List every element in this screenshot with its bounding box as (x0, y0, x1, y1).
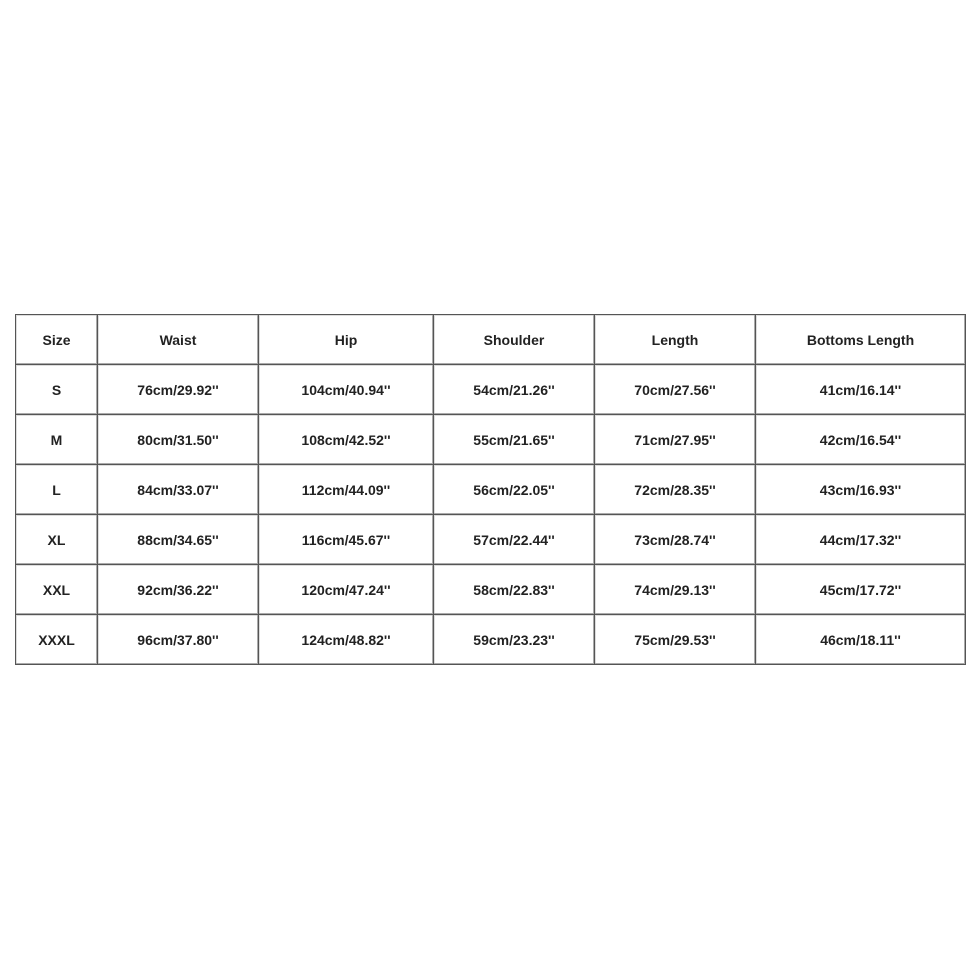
cell-size: S (16, 365, 98, 415)
cell-bottoms-length: 46cm/18.11'' (756, 615, 966, 665)
cell-shoulder: 55cm/21.65'' (434, 415, 595, 465)
cell-waist: 80cm/31.50'' (98, 415, 259, 465)
cell-hip: 116cm/45.67'' (259, 515, 434, 565)
cell-length: 70cm/27.56'' (595, 365, 756, 415)
cell-bottoms-length: 42cm/16.54'' (756, 415, 966, 465)
cell-hip: 104cm/40.94'' (259, 365, 434, 415)
column-header-shoulder: Shoulder (434, 315, 595, 365)
cell-bottoms-length: 43cm/16.93'' (756, 465, 966, 515)
cell-length: 73cm/28.74'' (595, 515, 756, 565)
cell-size: M (16, 415, 98, 465)
table-row (16, 615, 966, 665)
cell-size: XXL (16, 565, 98, 615)
cell-hip: 108cm/42.52'' (259, 415, 434, 465)
cell-length: 74cm/29.13'' (595, 565, 756, 615)
column-header-size: Size (16, 315, 98, 365)
cell-hip: 124cm/48.82'' (259, 615, 434, 665)
cell-shoulder: 54cm/21.26'' (434, 365, 595, 415)
cell-waist: 92cm/36.22'' (98, 565, 259, 615)
cell-hip: 112cm/44.09'' (259, 465, 434, 515)
cell-size: XL (16, 515, 98, 565)
column-header-hip: Hip (259, 315, 434, 365)
table-row (16, 465, 966, 515)
cell-shoulder: 57cm/22.44'' (434, 515, 595, 565)
cell-bottoms-length: 41cm/16.14'' (756, 365, 966, 415)
table-row (16, 565, 966, 615)
table-row (16, 415, 966, 465)
cell-waist: 96cm/37.80'' (98, 615, 259, 665)
cell-shoulder: 59cm/23.23'' (434, 615, 595, 665)
cell-length: 72cm/28.35'' (595, 465, 756, 515)
column-header-length: Length (595, 315, 756, 365)
size-chart-table (15, 314, 966, 665)
cell-bottoms-length: 44cm/17.32'' (756, 515, 966, 565)
cell-bottoms-length: 45cm/17.72'' (756, 565, 966, 615)
cell-shoulder: 56cm/22.05'' (434, 465, 595, 515)
cell-waist: 88cm/34.65'' (98, 515, 259, 565)
cell-length: 75cm/29.53'' (595, 615, 756, 665)
column-header-waist: Waist (98, 315, 259, 365)
cell-size: XXXL (16, 615, 98, 665)
cell-waist: 76cm/29.92'' (98, 365, 259, 415)
cell-hip: 120cm/47.24'' (259, 565, 434, 615)
table-row (16, 365, 966, 415)
cell-size: L (16, 465, 98, 515)
column-header-bottoms-length: Bottoms Length (756, 315, 966, 365)
cell-length: 71cm/27.95'' (595, 415, 756, 465)
cell-waist: 84cm/33.07'' (98, 465, 259, 515)
table-header-row (16, 315, 966, 365)
cell-shoulder: 58cm/22.83'' (434, 565, 595, 615)
table-row (16, 515, 966, 565)
